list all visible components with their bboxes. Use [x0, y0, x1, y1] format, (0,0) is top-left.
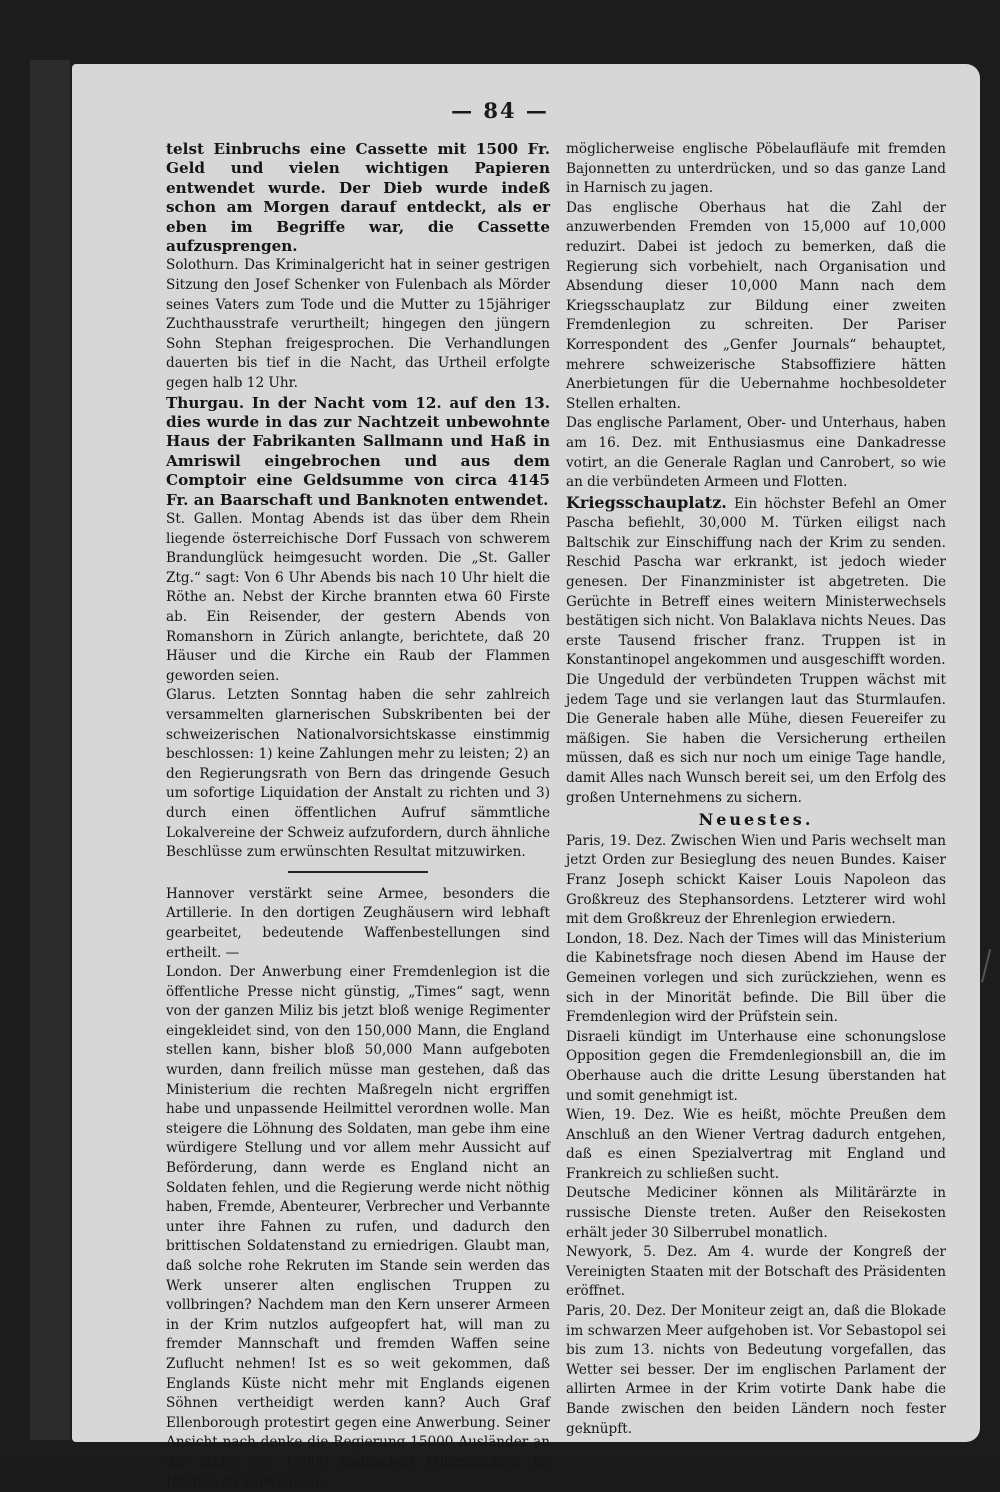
article-paragraph: Wien, 19. Dez. Wie es heißt, möchte Preußen dem Anschluß an den Wiener Vertrag dadurch entgehen, daß es einen Spezialvertrag mit England und Frankreich zu schließen sucht. — [566, 1107, 946, 1182]
article-paragraph: telst Einbruchs eine Cassette mit 1500 Fr. Geld und vielen wichtigen Papieren entwendet wurde. Der Dieb wurde indeß schon am Morgen darauf entdeckt, als er eben im Begriffe war, die Cassette aufzusprengen. — [166, 140, 550, 256]
article-paragraph: Solothurn. Das Kriminalgericht hat in seiner gestrigen Sitzung den Josef Schenker von Fulenbach als Mörder seines Vaters zum Tode und die Mutter zu 15jähriger Zuchthausstrafe verurtheilt; hingegen den jüngern Sohn Stephan freigesprochen. Die Verhandlungen dauerten bis tief in die Nacht, das Urtheil erfolgte gegen halb 12 Uhr. — [166, 257, 550, 391]
article-text: Ein höchster Befehl an Omer Pascha befiehlt, 30,000 M. Türken eiligst nach Baltschik zur Einschiffung nach der Krim zu senden. Reschid Pascha war erkrankt, ist jedoch wieder genesen. Der Finanzminister ist abgetreten. Die Gerüchte in Betreff eines weitern Ministerwechsels bestätigen sich nicht. Von Balaklava nichts Neues. Das erste Tausend frischer franz. Truppen ist in Konstantinopel angekommen und ausgeschifft worden. — [566, 495, 946, 669]
left-column — [166, 140, 550, 1492]
kriegsschauplatz-heading: Kriegsschauplatz. — [566, 492, 727, 512]
page-number: — 84 — — [451, 98, 549, 123]
article-paragraph: Newyork, 5. Dez. Am 4. wurde der Kongreß der Vereinigten Staaten mit der Botschaft des Präsidenten eröffnet. — [566, 1244, 946, 1300]
article-paragraph: Hannover verstärkt seine Armee, besonders die Artillerie. In den dortigen Zeughäusern wird lebhaft gearbeitet, bedeutende Waffenbestellungen sind ertheilt. — — [166, 885, 550, 961]
article-paragraph — [566, 493, 946, 671]
article-paragraph: Deutsche Mediciner können als Militärärzte in russische Dienste treten. Außer den Reisekosten erhält jeder 30 Silberrubel monatlich. — [566, 1185, 946, 1241]
article-paragraph: Disraeli kündigt im Unterhause eine schonungslose Opposition gegen die Fremdenlegionsbill an, die im Oberhause auch die dritte Lesung überstanden hat und somit genehmigt ist. — [566, 1028, 946, 1104]
article-paragraph: London. Der Anwerbung einer Fremdenlegion ist die öffentliche Presse nicht günstig, „Times“ sagt, wenn von der ganzen Miliz bis jetzt bloß wenige Regimenter eingekleidet sind, von den 150,000 Mann, die England stellen kann, bisher bloß 50,000 Mann aufgeboten wurden, dann freilich müsse man gestehen, daß das Ministerium die rechten Maßregeln nicht ergriffen habe und unpassende Heilmittel verordnen wolle. Man steigere die Löhnung des Soldaten, man gebe ihm eine würdigere Stellung und vor allem mehr Aussicht auf Beförderung, dann werde es England nicht an Soldaten fehlen, und die Regierung werde nicht nöthig haben, Fremde, Abenteurer, Verbrecher und Verbannte unter ihre Fahnen zu rufen, und dadurch den brittischen Soldatenstand zu erniedrigen. Glaubt man, daß solche rohe Rekruten im Stande sein werden das Werk unserer alten englischen Truppen zu vollbringen? Nachdem man den Kern unserer Armeen in der Krim nutzlos aufgeopfert hat, will man zu fremder Mannschaft und fremden Waffen seine Zuflucht nehmen! Ist es so weit gekommen, daß Englands Küste nicht mehr mit Englands eigenen Söhnen vertheidigt werden kann? Auch Graf Ellenborough protestirt gegen eine Anwerbung. Seiner Ansicht nach denke die Regierung 15000 Ausländer an die Stelle von 15000 englischen Milizmännern im Inlande zu verwenden, — [166, 964, 550, 1490]
article-paragraph: möglicherweise englische Pöbelaufläufe mit fremden Bajonnetten zu unterdrücken, und so das ganze Land in Harnisch zu jagen. — [566, 141, 946, 197]
article-paragraph: Glarus. Letzten Sonntag haben die sehr zahlreich versammelten glarnerischen Subskribenten bei der schweizerischen Nationalvorsichtskasse einstimmig beschlossen: 1) keine Zahlungen mehr zu leisten; 2) an den Regierungsrath von Bern das dringende Gesuch um sofortige Liquidation der Anstalt zu richten und 3) durch einen öffentlichen Aufruf sämmtliche Lokalvereine der Schweiz aufzufordern, durch ähnliche Beschlüsse zum erwünschten Resultat mitzuwirken. — [166, 687, 550, 861]
article-paragraph: London, 18. Dez. Nach der Times will das Ministerium die Kabinetsfrage noch diesen Abend im Hause der Gemeinen vorlegen und sich zurückziehen, wenn es sich in der Minorität befinde. Die Bill über die Fremdenlegion wird der Prüfstein sein. — [566, 930, 946, 1026]
article-paragraph: Das englische Parlament, Ober- und Unterhaus, haben am 16. Dez. mit Enthusiasmus eine Dankadresse votirt, an die Generale Raglan und Canrobert, so wie an die verbündeten Armeen und Flotten. — [566, 415, 946, 491]
article-paragraph: Das englische Oberhaus hat die Zahl der anzuwerbenden Fremden von 15,000 auf 10,000 reduzirt. Dabei ist jedoch zu bemerken, daß die Regierung sich vorbehielt, nach Organisation und Absendung dieser 10,000 Mann nach dem Kriegsschauplatz zur Bildung einer zweiten Fremdenlegion zu schreiten. Der Pariser Korrespondent des „Genfer Journals“ behauptet, mehrere schweizerische Stabsoffiziere hätten Anerbietungen für die Uebernahme hochbesoldeter Stellen erhalten. — [566, 199, 946, 412]
right-column — [566, 140, 946, 1439]
article-paragraph: Paris, 19. Dez. Zwischen Wien und Paris wechselt man jetzt Orden zur Besieglung des neuen Bundes. Kaiser Franz Joseph schickt Kaiser Louis Napoleon das Großkreuz des Stephansordens. Letzterer wird wohl mit dem Großkreuz der Ehrenlegion erwiedern. — [566, 832, 946, 928]
article-paragraph: Thurgau. In der Nacht vom 12. auf den 13. dies wurde in das zur Nachtzeit unbewohnte Haus der Fabrikanten Sallmann und Haß in Amriswil eingebrochen und aus dem Comptoir eine Geldsumme von circa 4145 Fr. an Baarschaft und Banknoten entwendet. — [166, 393, 550, 509]
article-paragraph: St. Gallen. Montag Abends ist das über dem Rhein liegende österreichische Dorf Fussach von schwerem Brandunglück heimgesucht worden. Die „St. Galler Ztg.“ sagt: Von 6 Uhr Abends bis nach 10 Uhr hielt die Röthe an. Nebst der Kirche brannten etwa 60 Firste ab. Ein Reisender, der gestern Abends von Romanshorn in Zürich anlangte, berichtete, daß 20 Häuser und die Kirche ein Raub der Flammen geworden seien. — [166, 511, 550, 684]
neuestes-heading: Neuestes. — [698, 810, 814, 830]
margin-pencil-mark — [981, 949, 1000, 985]
article-paragraph: Paris, 20. Dez. Der Moniteur zeigt an, daß die Blokade im schwarzen Meer aufgehoben ist. Vor Sebastopol sei bis zum 13. nichts von Bedeutung vorgefallen, das Wetter sei besser. Der im englischen Parlament der allirten Armee in der Krim votirte Dank habe die Bande zwischen den beiden Ländern noch fester geknüpft. — [566, 1303, 946, 1437]
page-spine-shadow — [30, 60, 70, 1440]
article-paragraph: Die Ungeduld der verbündeten Truppen wächst mit jedem Tage und sie verlangen laut das Sturmlaufen. Die Generale haben alle Mühe, diesen Feuereifer zu mäßigen. Sie haben die Versicherung ertheilen müssen, daß es sich nur noch um einige Tage handle, damit Alles nach Wunsch bereit sei, um den Erfolg des großen Unternehmens zu sichern. — [566, 672, 946, 806]
section-divider — [288, 871, 428, 873]
